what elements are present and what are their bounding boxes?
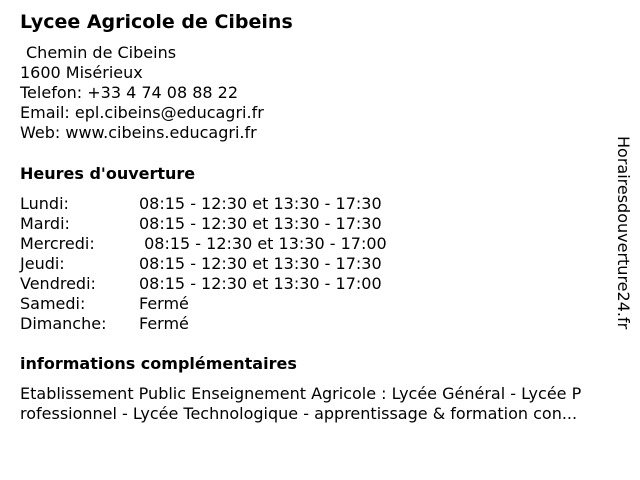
day-label: Mercredi: <box>20 234 95 253</box>
time-value: 08:15 - 12:30 et 13:30 - 17:30 <box>139 214 382 233</box>
street-address: Chemin de Cibeins <box>26 43 177 62</box>
city-postal: 1600 Misérieux <box>20 63 143 82</box>
business-name: Lycee Agricole de Cibeins <box>20 11 293 33</box>
time-value: Fermé <box>139 314 189 333</box>
day-label: Vendredi: <box>20 274 96 293</box>
day-label: Jeudi: <box>20 254 65 273</box>
time-value: Fermé <box>139 294 189 313</box>
day-label: Samedi: <box>20 294 86 313</box>
time-value: 08:15 - 12:30 et 13:30 - 17:30 <box>139 194 382 213</box>
time-value: 08:15 - 12:30 et 13:30 - 17:30 <box>139 254 382 273</box>
website: Web: www.cibeins.educagri.fr <box>20 123 257 142</box>
day-label: Lundi: <box>20 194 69 213</box>
address-block <box>20 43 264 143</box>
additional-info-text <box>20 384 630 424</box>
info-line: Etablissement Public Enseignement Agricole : Lycée Général - Lycée P <box>20 384 582 403</box>
day-label: Mardi: <box>20 214 70 233</box>
time-value: 08:15 - 12:30 et 13:30 - 17:00 <box>139 234 387 253</box>
watermark-text: Horairesdouverture24.fr <box>614 136 633 330</box>
info-line: rofessionnel - Lycée Technologique - apprentissage & formation con... <box>20 404 578 423</box>
email-address: Email: epl.cibeins@educagri.fr <box>20 103 264 122</box>
additional-info-heading: informations complémentaires <box>20 354 297 373</box>
opening-hours-heading: Heures d'ouverture <box>20 164 196 183</box>
day-label: Dimanche: <box>20 314 107 333</box>
phone-number: Telefon: +33 4 74 08 88 22 <box>20 83 239 102</box>
time-value: 08:15 - 12:30 et 13:30 - 17:00 <box>139 274 382 293</box>
